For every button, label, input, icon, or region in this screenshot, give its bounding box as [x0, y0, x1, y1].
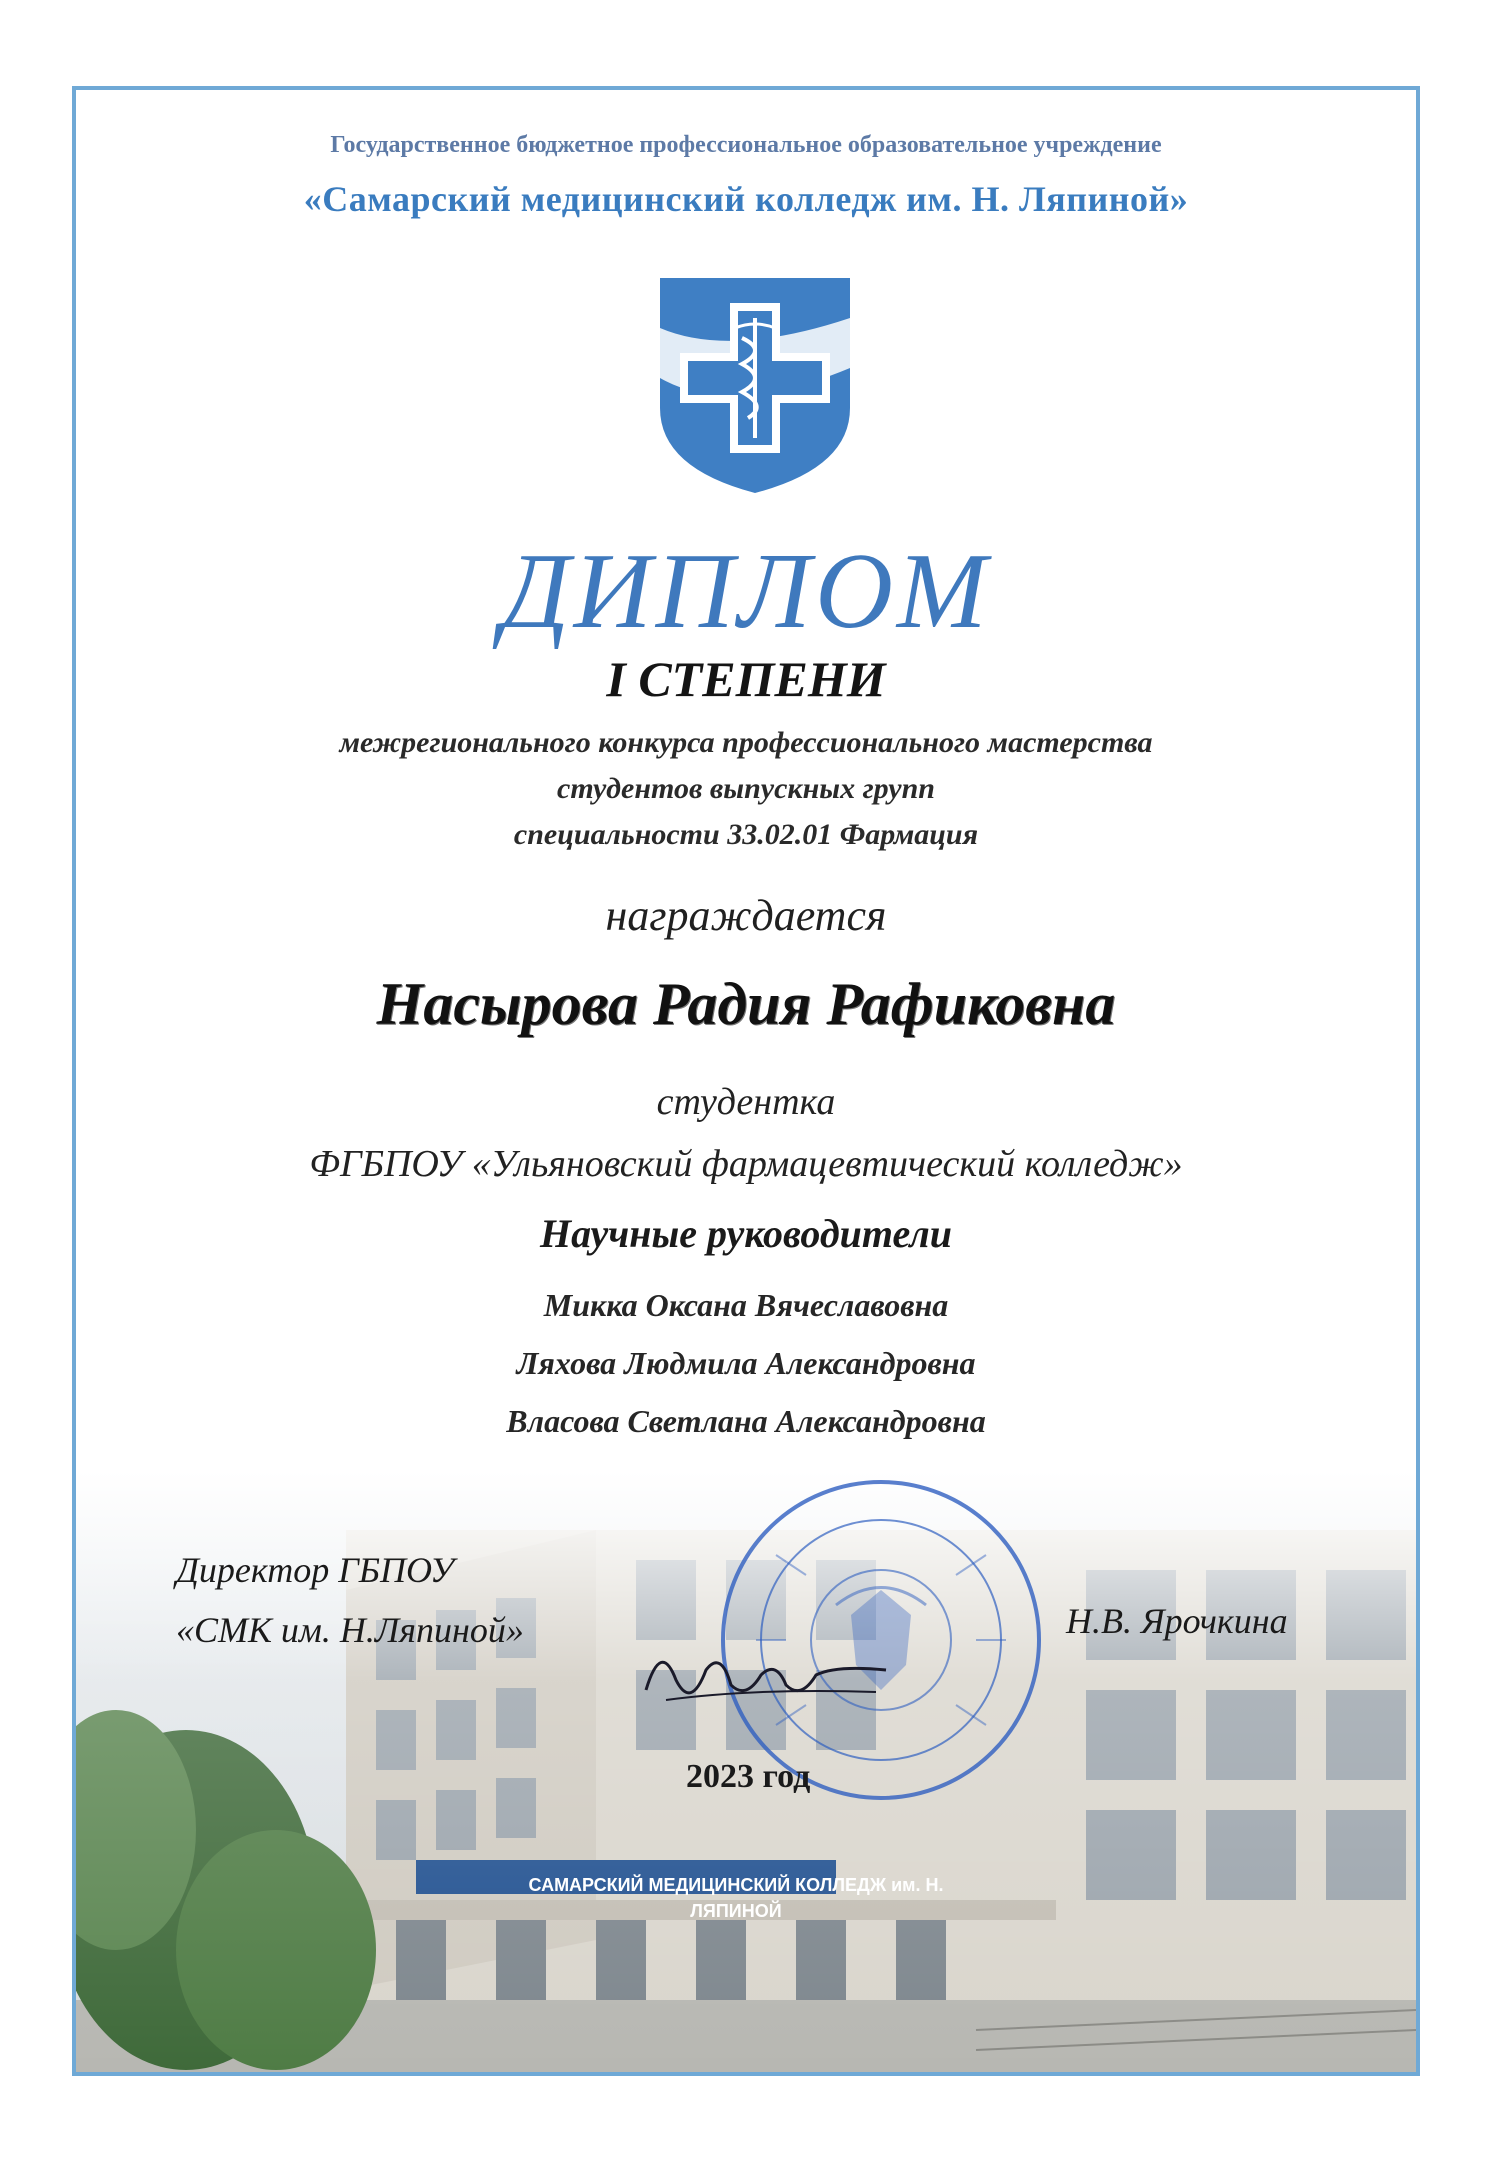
director-title-line: Директор ГБПОУ — [176, 1550, 455, 1590]
diploma-year: 2023 год — [686, 1758, 811, 1795]
building-sign: САМАРСКИЙ МЕДИЦИНСКИЙ КОЛЛЕДЖ им. Н. ЛЯПИНОЙ — [528, 1875, 944, 1921]
contest-line: студентов выпускных групп — [557, 772, 935, 805]
director-title — [176, 1540, 524, 1660]
advisor-name: Микка Оксана Вячеславовна — [543, 1287, 949, 1323]
recipient-organization: ФГБПОУ «Ульяновский фармацевтический колледж» — [309, 1143, 1183, 1185]
contest-line: межрегионального конкурса профессионального мастерства — [339, 726, 1153, 759]
director-title-line: «СМК им. Н.Ляпиной» — [176, 1610, 524, 1650]
advisor-name: Ляхова Людмила Александровна — [516, 1345, 976, 1381]
diploma-title: ДИПЛОМ — [501, 532, 991, 651]
contest-description — [76, 720, 1416, 858]
medical-cross-shield-icon — [650, 268, 860, 498]
advisors-heading: Научные руководители — [539, 1211, 953, 1256]
diploma-frame — [72, 86, 1420, 2076]
institution-type: Государственное бюджетное профессиональное образовательное учреждение — [330, 132, 1162, 158]
recipient-name: Насырова Радия Рафиковна — [376, 971, 1116, 1037]
diploma-degree: I СТЕПЕНИ — [606, 651, 886, 707]
institution-name: «Самарский медицинский колледж им. Н. Ляпиной» — [303, 179, 1189, 219]
director-signature — [636, 1630, 896, 1720]
advisors-list — [76, 1276, 1416, 1450]
director-name: Н.В. Ярочкина — [1066, 1601, 1288, 1641]
recipient-role: студентка — [656, 1081, 836, 1123]
awarded-label: награждается — [605, 891, 887, 940]
advisor-name: Власова Светлана Александровна — [506, 1403, 986, 1439]
contest-line: специальности 33.02.01 Фармация — [513, 818, 979, 851]
